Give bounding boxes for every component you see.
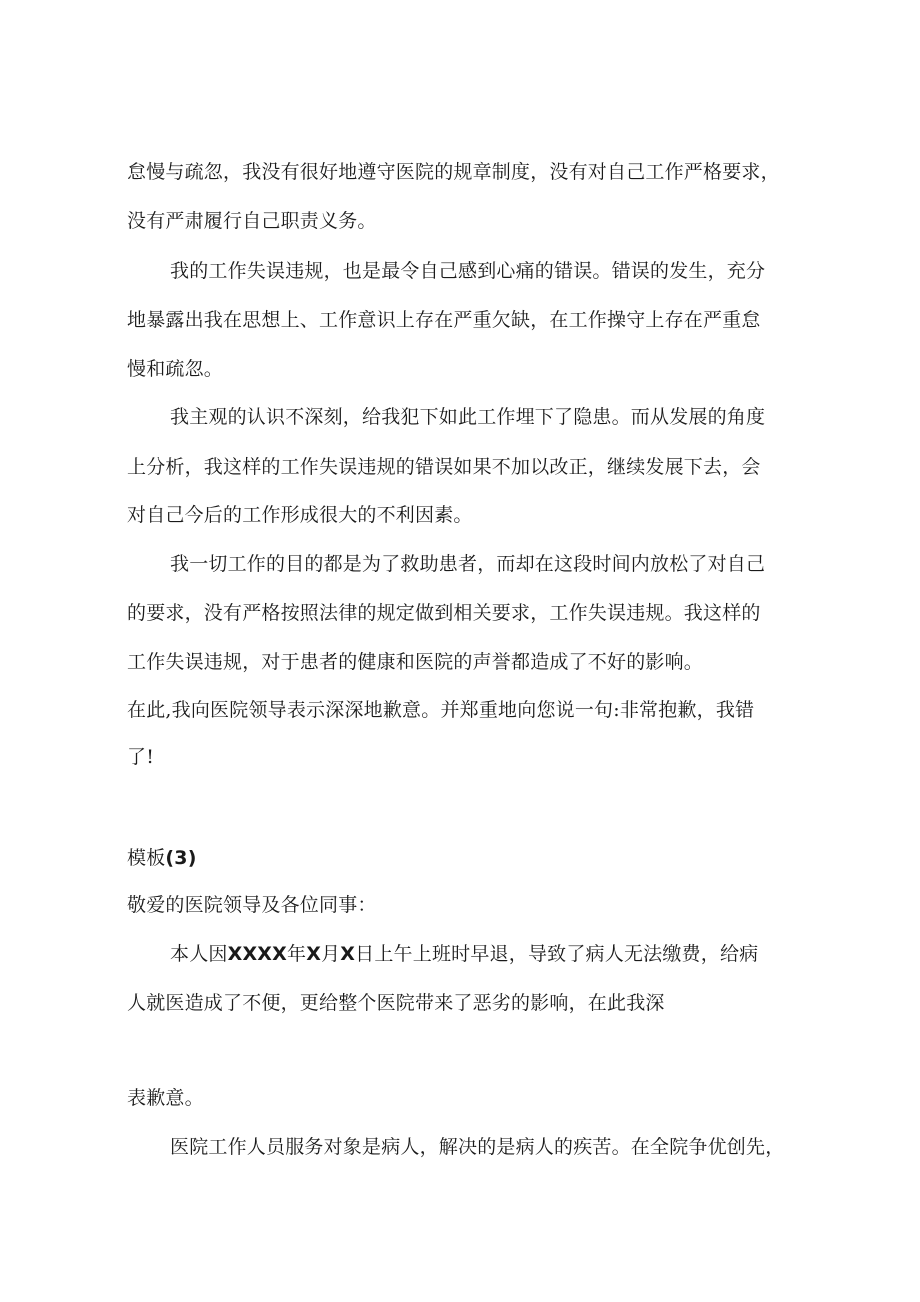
paragraph-5-line-1: 在此,我向医院领导表示深深地歉意。并郑重地向您说一句:非常抱歉，我错 <box>127 699 755 721</box>
paragraph-6-year: XXXX <box>227 943 288 965</box>
paragraph-2-line-3: 慢和疏忽。 <box>127 358 224 380</box>
paragraph-6-text-4: 日上午上班时早退，导致了病人无法缴费，给病 <box>355 943 759 965</box>
paragraph-3-line-1: 我主观的认识不深刻，给我犯下如此工作埋下了隐患。而从发展的角度 <box>170 406 766 428</box>
paragraph-6-day: X <box>340 943 356 965</box>
paragraph-6-text-2: 年 <box>287 943 307 965</box>
paragraph-1-line-2: 没有严肃履行自己职责义务。 <box>127 210 377 232</box>
paragraph-6-line-3: 表歉意。 <box>127 1087 204 1109</box>
paragraph-6-text-3: 月 <box>321 943 341 965</box>
template-heading-number: (3) <box>165 847 197 869</box>
paragraph-4-line-2: 的要求，没有严格按照法律的规定做到相关要求，工作失误违规。我这样的 <box>127 602 761 624</box>
paragraph-3-line-2: 上分析，我这样的工作失误违规的错误如果不加以改正，继续发展下去，会 <box>127 456 761 478</box>
paragraph-2-line-2: 地暴露出我在思想上、工作意识上存在严重欠缺，在工作操守上存在严重怠 <box>127 309 761 331</box>
paragraph-6-month: X <box>306 943 322 965</box>
paragraph-6-line-1 <box>170 942 758 966</box>
paragraph-1-line-1: 怠慢与疏忽，我没有很好地遵守医院的规章制度，没有对自己工作严格要求， <box>127 161 780 183</box>
paragraph-6-line-2: 人就医造成了不便，更给整个医院带来了恶劣的影响，在此我深 <box>127 992 665 1014</box>
paragraph-5-line-2: 了! <box>127 746 155 768</box>
template-heading <box>127 846 197 870</box>
paragraph-6-text-1: 本人因 <box>170 943 228 965</box>
template-heading-label: 模板 <box>127 847 166 869</box>
paragraph-3-line-3: 对自己今后的工作形成很大的不利因素。 <box>127 504 473 526</box>
paragraph-7-line-1: 医院工作人员服务对象是病人，解决的是病人的疾苦。在全院争优创先， <box>170 1136 785 1158</box>
paragraph-2-line-1: 我的工作失误违规，也是最令自己感到心痛的错误。错误的发生，充分 <box>170 260 766 282</box>
paragraph-4-line-1: 我一切工作的目的都是为了救助患者，而却在这段时间内放松了对自己 <box>170 553 766 575</box>
salutation: 敬爱的医院领导及各位同事： <box>127 894 377 916</box>
paragraph-4-line-3: 工作失误违规，对于患者的健康和医院的声誉都造成了不好的影响。 <box>127 651 704 673</box>
